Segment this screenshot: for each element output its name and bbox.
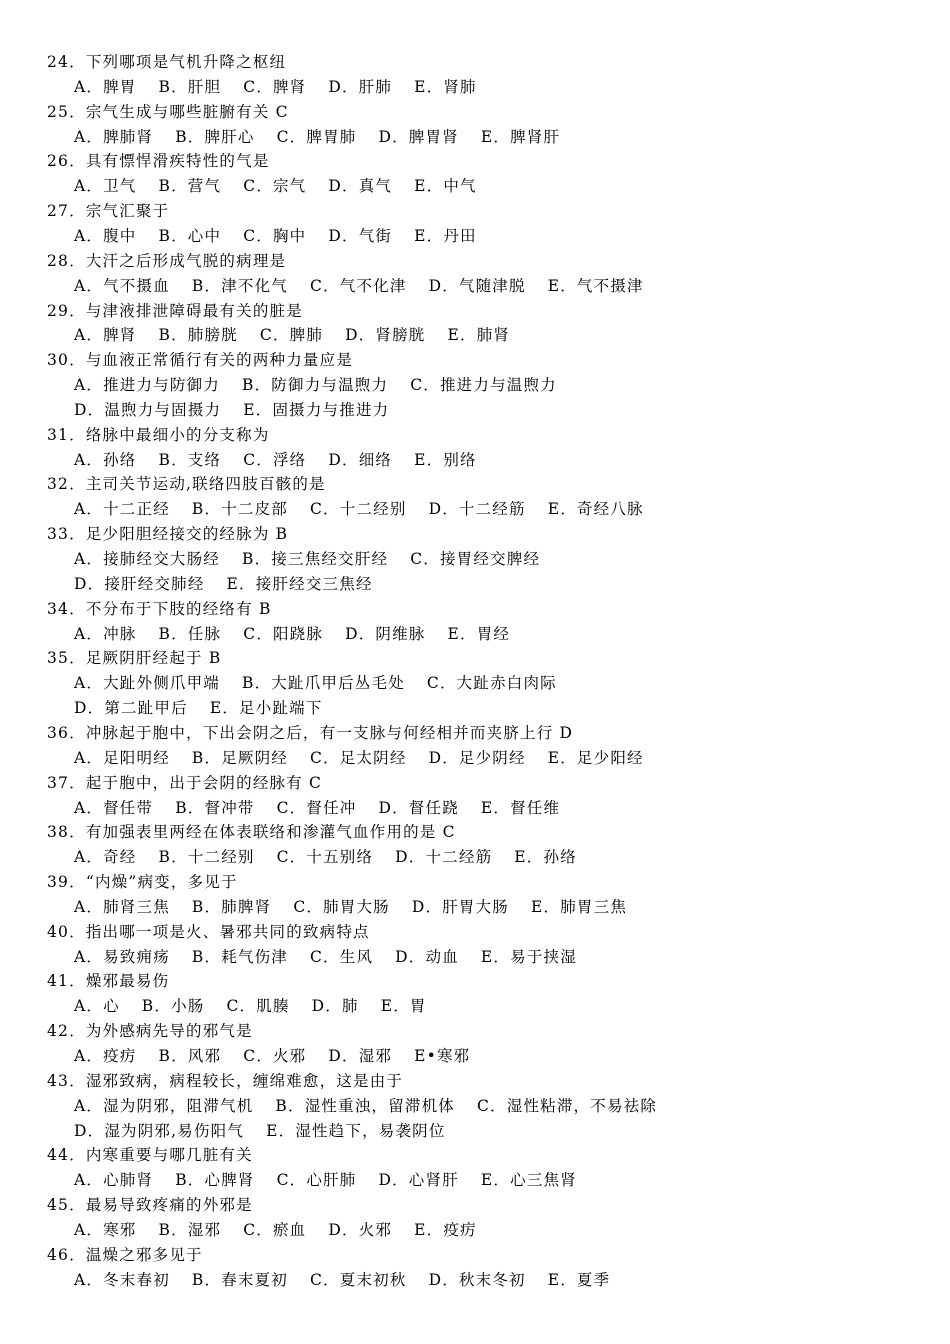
answer-option: C．肺胃大肠 — [293, 897, 390, 916]
option-line — [0, 622, 532, 646]
option-line — [0, 75, 499, 99]
question-stem: 43．湿邪致病，病程较长，缠绵难愈，这是由于 — [47, 1071, 404, 1090]
option-line — [0, 1044, 492, 1068]
answer-option: C．瘀血 — [243, 1220, 307, 1239]
answer-option: A．奇经 — [74, 848, 137, 867]
answer-option: D．细络 — [328, 450, 393, 469]
answer-option: A．冬末春初 — [74, 1270, 170, 1289]
answer-option: B．脾肝心 — [175, 127, 255, 146]
answer-option: A．心 — [74, 997, 120, 1016]
answer-option: A．卫气 — [74, 177, 137, 196]
answer-option: E．胃 — [380, 997, 427, 1016]
question-stem: 34．不分布于下肢的经络有 B — [47, 599, 272, 618]
answer-option: E．肾肺 — [414, 77, 477, 96]
answer-option: B．心中 — [158, 226, 222, 245]
answer-option: B．十二经别 — [158, 848, 255, 867]
answer-option: A．孙络 — [74, 450, 137, 469]
answer-option: A．气不摄血 — [74, 276, 170, 295]
answer-option: E．奇经八脉 — [547, 500, 644, 519]
answer-option: A．脾肾 — [74, 326, 137, 345]
option-line — [0, 746, 666, 770]
answer-option: E．接肝经交三焦经 — [226, 574, 373, 593]
answer-option: B．督冲带 — [175, 798, 255, 817]
answer-option: A．脾肺肾 — [74, 127, 154, 146]
answer-option: B．心脾肾 — [175, 1171, 255, 1190]
answer-option: A．推进力与防御力 — [74, 376, 220, 395]
answer-option: E．胃经 — [447, 624, 511, 643]
answer-option: A．大趾外侧爪甲端 — [74, 674, 220, 693]
answer-option: B．大趾爪甲后丛毛处 — [242, 674, 405, 693]
option-line — [0, 398, 411, 422]
answer-option: A．脾胃 — [74, 77, 137, 96]
answer-option: D．足少阴经 — [428, 748, 526, 767]
option-line — [0, 224, 499, 248]
answer-option: D．火邪 — [328, 1220, 393, 1239]
answer-option: E．固摄力与推进力 — [243, 400, 390, 419]
answer-option: A．腹中 — [74, 226, 137, 245]
answer-option: A．心肺肾 — [74, 1171, 154, 1190]
answer-option: B．春末夏初 — [191, 1270, 288, 1289]
answer-option: E．夏季 — [547, 1270, 611, 1289]
answer-option: C．脾胃肺 — [276, 127, 357, 146]
answer-option: E．督任维 — [480, 798, 561, 817]
question-stem: 45．最易导致疼痛的外邪是 — [47, 1196, 253, 1215]
option-line — [0, 895, 649, 919]
answer-option: A．疫疠 — [74, 1047, 137, 1065]
answer-option: C．浮络 — [243, 450, 307, 469]
question-stem: 29．与津液排泄障碍最有关的脏是 — [47, 301, 303, 320]
answer-option: B．营气 — [158, 177, 222, 196]
option-line — [0, 572, 395, 596]
option-line — [0, 274, 666, 298]
answer-option: E．别络 — [414, 450, 477, 469]
answer-option: E．丹田 — [414, 226, 477, 245]
option-line — [0, 1268, 632, 1292]
option-line — [0, 547, 562, 571]
answer-option: D．肝胃大肠 — [411, 897, 510, 916]
answer-option: C．接胃经交脾经 — [410, 550, 541, 568]
question-stem: 46．温燥之邪多见于 — [47, 1245, 203, 1264]
option-line — [0, 945, 599, 969]
answer-option: C．心肝肺 — [276, 1171, 357, 1190]
option-line — [0, 796, 582, 820]
answer-option: E．气不摄津 — [547, 276, 644, 295]
answer-option: E．脾肾肝 — [480, 127, 561, 146]
answer-option: A．寒邪 — [74, 1220, 137, 1239]
question-stem: 38．有加强表里两经在体表联络和渗灌气血作用的是 C — [47, 823, 456, 842]
question-stem: 25．宗气生成与哪些脏腑有关 C — [47, 102, 289, 121]
answer-option: A．肺肾三焦 — [74, 897, 170, 916]
answer-option: C．气不化津 — [310, 276, 407, 295]
option-line — [0, 671, 579, 695]
answer-option: C．大趾赤白肉际 — [426, 674, 557, 693]
answer-option: E．肺胃三焦 — [531, 897, 628, 916]
answer-option: B．接三焦经交肝经 — [242, 550, 389, 568]
answer-option: D．督任跷 — [378, 798, 459, 817]
answer-option: D．动血 — [395, 947, 459, 966]
answer-option: E．疫疠 — [414, 1220, 477, 1239]
question-stem: 36．冲脉起于胞中，下出会阴之后，有一支脉与何经相并而夹脐上行 D — [47, 723, 574, 742]
question-stem: 27．宗气汇聚于 — [47, 202, 170, 221]
answer-option: B．肺膀胱 — [158, 326, 238, 345]
answer-option: D．第二趾甲后 — [74, 699, 188, 718]
answer-option: E．易于挟湿 — [480, 947, 577, 966]
answer-option: D．阴维脉 — [345, 624, 426, 643]
answer-option: D．温煦力与固摄力 — [74, 400, 222, 419]
answer-option: A．易致痈疡 — [74, 947, 170, 966]
option-line — [0, 373, 579, 397]
answer-option: A．十二正经 — [74, 500, 170, 519]
answer-option: C．湿性粘滞，不易祛除 — [477, 1096, 658, 1115]
option-line — [0, 994, 449, 1018]
option-line — [0, 448, 499, 472]
question-stem: 41．燥邪最易伤 — [47, 972, 170, 991]
answer-option: E．中气 — [414, 177, 477, 196]
option-line — [0, 1094, 679, 1118]
question-stem: 39．“内燥”病变，多见于 — [47, 873, 238, 892]
answer-option: D．十二经筋 — [428, 500, 526, 519]
answer-option: D．气街 — [328, 226, 393, 245]
answer-option: E．孙络 — [514, 848, 577, 867]
answer-option: A．接肺经交大肠经 — [74, 550, 220, 568]
answer-option: B．防御力与温煦力 — [242, 376, 389, 395]
answer-option: E．心三焦肾 — [480, 1171, 577, 1190]
answer-option: A．湿为阴邪，阻滞气机 — [74, 1096, 254, 1115]
answer-option: D．真气 — [328, 177, 393, 196]
answer-option: C．督任冲 — [276, 798, 357, 817]
answer-option: B．湿邪 — [158, 1220, 222, 1239]
answer-option: C．生风 — [310, 947, 374, 966]
answer-option: B．足厥阴经 — [191, 748, 288, 767]
answer-option: D．湿邪 — [328, 1047, 393, 1065]
answer-option: D．脾胃肾 — [378, 127, 459, 146]
answer-option: C．脾肺 — [259, 326, 324, 345]
answer-option: C．宗气 — [243, 177, 307, 196]
question-stem: 32．主司关节运动,联络四肢百骸的是 — [47, 475, 326, 494]
answer-option: D．湿为阴邪,易伤阳气 — [74, 1121, 245, 1140]
answer-option: C．推进力与温煦力 — [410, 376, 557, 395]
answer-option: C．脾肾 — [243, 77, 307, 96]
answer-option: A．冲脉 — [74, 624, 137, 643]
answer-option: E．足少阳经 — [547, 748, 644, 767]
question-stem: 40．指出哪一项是火、暑邪共同的致病特点 — [47, 922, 370, 941]
answer-option: B．耗气伤津 — [191, 947, 288, 966]
answer-option: E．肺肾 — [447, 326, 511, 345]
option-line — [0, 1119, 468, 1143]
question-stem: 28．大汗之后形成气脱的病理是 — [47, 251, 287, 270]
answer-option: E．足小趾端下 — [209, 699, 323, 718]
answer-option: B．小肠 — [141, 997, 205, 1016]
question-stem: 37．起于胞中，出于会阴的经脉有 C — [47, 773, 323, 792]
answer-option: E．湿性趋下，易袭阴位 — [266, 1121, 446, 1140]
answer-option: D．肺 — [311, 997, 359, 1016]
answer-option: C．胸中 — [243, 226, 307, 245]
answer-option: B．湿性重浊，留滞机体 — [275, 1096, 455, 1115]
question-stem: 44．内寒重要与哪几脏有关 — [47, 1146, 253, 1165]
answer-option: D．肝肺 — [328, 77, 393, 96]
answer-option: B．十二皮部 — [191, 500, 288, 519]
option-line — [0, 174, 499, 198]
answer-option: C．火邪 — [243, 1047, 307, 1065]
question-stem: 42．为外感病先导的邪气是 — [47, 1022, 253, 1041]
answer-option: A．足阳明经 — [74, 748, 170, 767]
question-stem: 31．络脉中最细小的分支称为 — [47, 425, 270, 444]
option-line — [0, 696, 345, 720]
option-line — [0, 323, 532, 347]
answer-option: D．心肾肝 — [378, 1171, 459, 1190]
question-stem: 30．与血液正常循行有关的两种力量应是 — [47, 351, 354, 370]
question-stem: 26．具有慓悍滑疾特性的气是 — [47, 152, 270, 171]
answer-option: E•寒邪 — [414, 1047, 471, 1065]
answer-option: B．肺脾肾 — [191, 897, 272, 916]
question-stem: 24．下列哪项是气机升降之枢纽 — [47, 53, 287, 71]
answer-option: C．十五别络 — [276, 848, 374, 867]
answer-option: A．督任带 — [74, 798, 154, 817]
answer-option: B．肝胆 — [158, 77, 222, 96]
answer-option: C．十二经别 — [310, 500, 407, 519]
answer-option: C．夏末初秋 — [310, 1270, 407, 1289]
answer-option: B．津不化气 — [191, 276, 288, 295]
option-line — [0, 845, 599, 869]
option-line — [0, 497, 666, 521]
option-line — [0, 1218, 499, 1242]
answer-option: B．风邪 — [158, 1047, 222, 1065]
answer-option: D．十二经筋 — [395, 848, 493, 867]
answer-option: C．阳跷脉 — [243, 624, 324, 643]
question-stem: 35．足厥阴肝经起于 B — [47, 649, 222, 668]
option-line — [0, 1168, 599, 1192]
answer-option: D．秋末冬初 — [428, 1270, 526, 1289]
answer-option: D．接肝经交肺经 — [74, 574, 205, 593]
option-line — [0, 125, 582, 149]
answer-option: B．任脉 — [158, 624, 222, 643]
answer-option: D．肾膀胱 — [345, 326, 426, 345]
answer-option: C．足太阴经 — [310, 748, 407, 767]
answer-option: D．气随津脱 — [428, 276, 526, 295]
answer-option: B．支络 — [158, 450, 222, 469]
answer-option: C．肌腠 — [226, 997, 290, 1016]
question-stem: 33．足少阳胆经接交的经脉为 B — [47, 525, 289, 544]
